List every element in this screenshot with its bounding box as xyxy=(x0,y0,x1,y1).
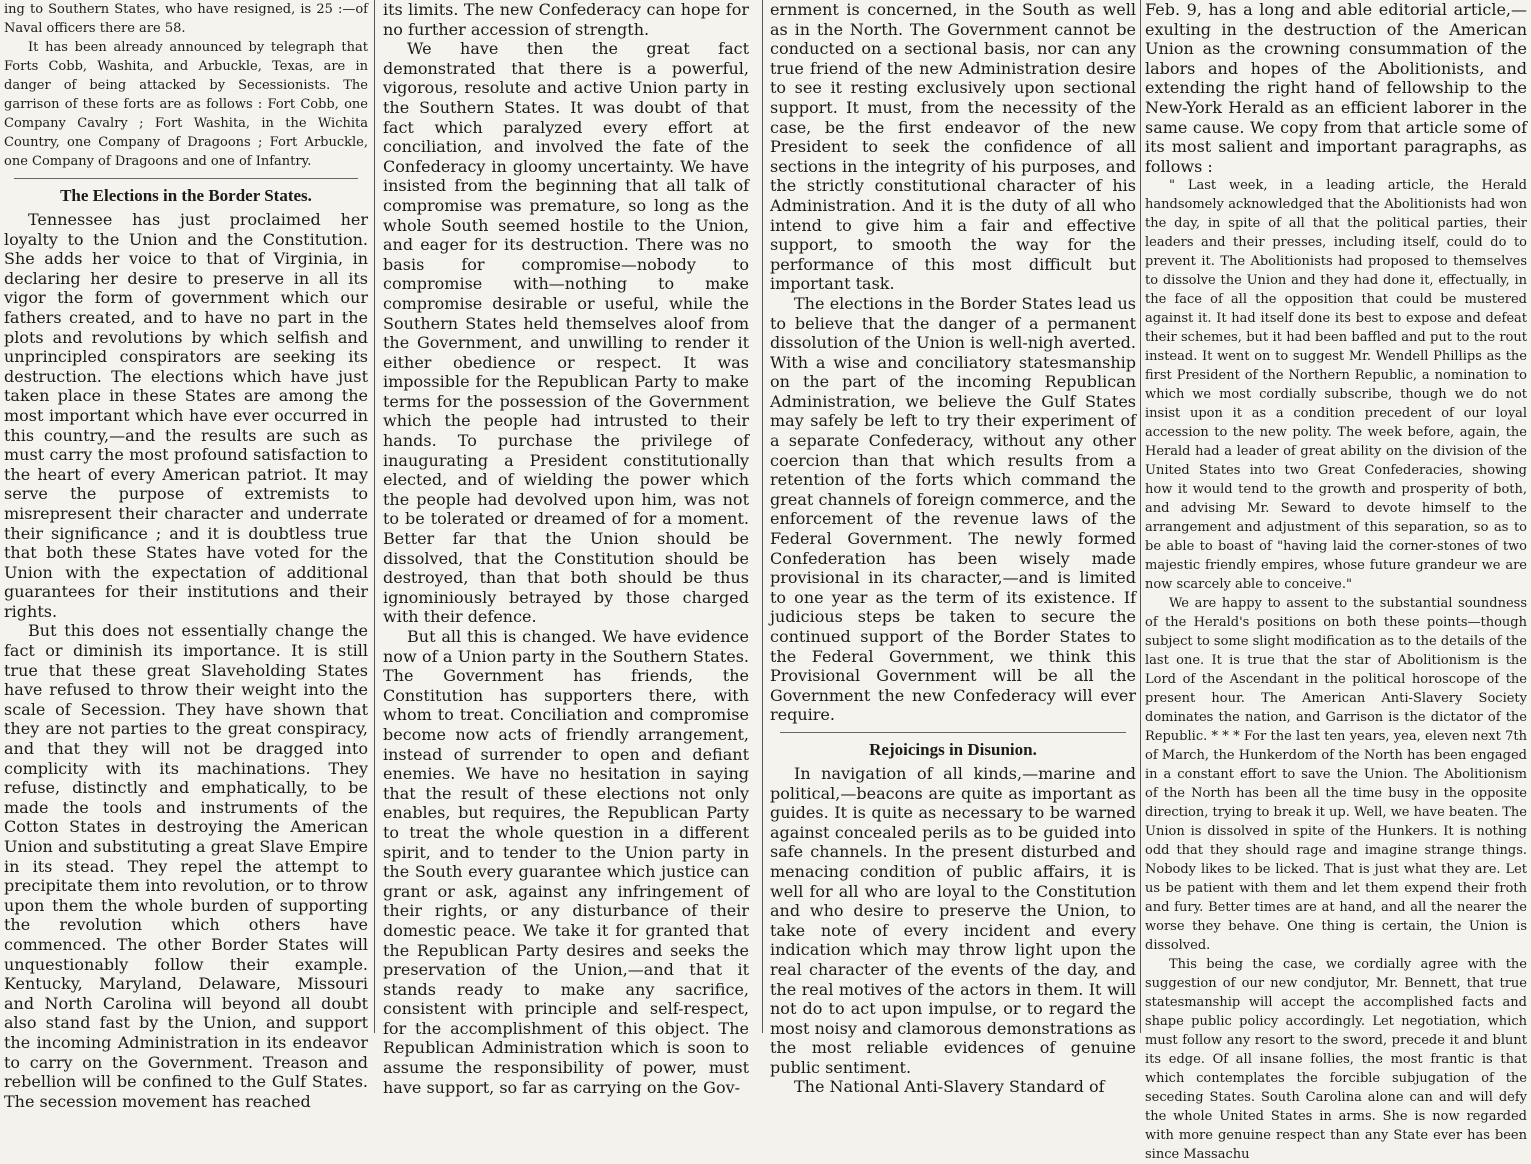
column-3 xyxy=(770,0,1136,1097)
small-paragraph: ing to Southern States, who have resigned, is 25 :—of Naval officers there are 58. xyxy=(4,2,368,36)
small-paragraph: We are happy to assent to the substantial soundness of the Herald's positions on both these points—though subject to some slight modification as to the details of the last one. It is true that the star of Abolitionism is the Lord of the Ascendant in the political horoscope of the present hour. The American Anti-Slavery Society dominates the nation, and Garrison is the dictator of the Republic. * * * For the last ten years, yea, eleven next 7th of March, the Hunkerdom of the North has been engaged in a constant effort to save the Union. The Abolitionism of the North has been all the time busy in the opposite direction, trying to break it up. Well, we have beaten. The Union is dissolved in spite of the Hunkers. It is nothing odd that they should rage and imagine strange things. Nobody likes to be licked. That is just what they are. Let us be patient with them and let them expend their froth and fury. Better times are at hand, and all the nearer the worse they behave. One thing is certain, the Union is dissolved. xyxy=(1145,596,1527,954)
paragraph: The National Anti-Slavery Standard of xyxy=(794,1077,1105,1097)
column-rule xyxy=(1140,0,1141,1033)
paragraph: But all this is changed. We have evidence now of a Union party in the Southern States. The Government has friends, the Constitution has supporters there, with whom to treat. Conciliation and compromise become now acts of friendly arrangement, instead of surrender to open and defiant enemies. We have no hesitation in saying that the result of these elections not only enables, but requires, the Republican Party to treat the whole question in a different spirit, and to tender to the Union party in the South every guarantee which justice can grant or ask, against any infringement of their rights, or any disturbance of their domestic peace. We take it for granted that the Republican Party desires and seeks the preservation of the Union,—and that it stands ready to make any sacrifice, consistent with principle and self-respect, for the accomplishment of this object. The Republican Administration which is soon to assume the responsibility of power, must have support, so far as carrying on the Gov- xyxy=(383,627,749,1097)
paragraph: ernment is concerned, in the South as well as in the North. The Government cannot be conducted on a sectional basis, nor can any true friend of the new Administration desire to see it resting exclusively upon sectional support. It must, from the necessity of the case, be the first endeavor of the new President to seek the confidence of all sections in the integrity of his purposes, and the strictly constitutional character of his Administration. And it is the duty of all who intend to give him a fair and effective support, to smooth the way for the performance of this most difficult but important task. xyxy=(770,0,1136,294)
small-paragraph: " Last week, in a leading article, the Herald handsomely acknowledged that the Abolitionists had won the day, in spite of all that the political parties, their leaders and their presses, including itself, could do to prevent it. The Abolitionists had proposed to themselves to dissolve the Union and they had done it, effectually, in the face of all the opposition that could be mustered against it. It had itself done its best to expose and defeat their schemes, but it had been baffled and put to the rout instead. It went on to suggest Mr. Wendell Phillips as the first President of the Northern Republic, a nomination to which we most cordially subscribe, though we do not insist upon it as a condition precedent of our loyal accession to the new polity. The week before, again, the Herald had a leader of great ability on the division of the United States into two Great Confederacies, showing how it would tend to the growth and prosperity of both, and advising Mr. Seward to devote himself to the arrangement and adjustment of this separation, so as to be able to boast of "having laid the corner-stones of two majestic friendly empires, whose future grandeur we are now scarcely able to conceive." xyxy=(1145,178,1527,593)
small-paragraph: It has been already announced by telegraph that Forts Cobb, Washita, and Arbuckle, Texas, are in danger of being attacked by Secessionists. The garrison of these forts are as follows : Fort Cobb, one Company Cavalry ; Fort Washita, in the Wichita Country, one Company of Dragoons ; Fort Arbuckle, one Company of Dragoons and one of Infantry. xyxy=(4,40,368,169)
paragraph: Feb. 9, has a long and able editorial article,—exulting in the destruction of the American Union as the crowning consummation of the labors and hopes of the Abolitionists, and extending the right hand of fellowship to the New-York Herald as an efficient laborer in the same cause. We copy from that article some of its most salient and important paragraphs, as follows : xyxy=(1145,0,1527,176)
paragraph: its limits. The new Confederacy can hope for no further accession of strength. xyxy=(383,0,749,39)
column-2 xyxy=(383,0,749,1097)
article-headline: Rejoicings in Disunion. xyxy=(869,739,1037,759)
paragraph: In navigation of all kinds,—marine and political,—beacons are quite as important as guides. It is quite as necessary to be warned against concealed perils as to be guided into safe channels. In the present disturbed and menacing condition of public affairs, it is well for all who are loyal to the Constitution and who desire to preserve the Union, to take note of every incident and every indication which may throw light upon the real character of the events of the day, and the real motives of the actors in them. It will not do to act upon impulse, or to regard the most noisy and clamorous demonstrations as the most reliable evidences of genuine public sentiment. xyxy=(770,763,1136,1077)
column-rule xyxy=(762,0,763,1033)
article-headline: The Elections in the Border States. xyxy=(60,186,312,205)
paragraph: We have then the great fact demonstrated that there is a powerful, vigorous, resolute and active Union party in the Southern States. It was doubt of that fact which paralyzed every effort at conciliation, and involved the fate of the Confederacy in gloomy uncertainty. We have insisted from the beginning that all talk of compromise was premature, so long as the whole South seemed hostile to the Union, and eager for its destruction. There was no basis for compromise—nobody to compromise with—nothing to make compromise desirable or useful, while the Southern States held themselves aloof from the Government, and unwilling to render it either obedience or respect. It was impossible for the Republican Party to make terms for the possession of the Government which the people had intrusted to their hands. To purchase the privilege of inaugurating a President constitutionally elected, and of wielding the power which the people had devolved upon him, was not to be tolerated or dreamed of for a moment. Better far that the Union should be dissolved, that the Constitution should be destroyed, than that both should be thus ignominiously betrayed by those charged with their defence. xyxy=(383,39,749,627)
paragraph: Tennessee has just proclaimed her loyalty to the Union and the Constitution. She adds her voice to that of Virginia, in declaring her desire to preserve in all its vigor the form of government which our fathers created, and to have no part in the plots and revolutions by which selfish and unprincipled conspirators are seeking its destruction. The elections which have just taken place in these States are among the most important which have ever occurred in this country,—and the results are such as must carry the most profound satisfaction to the heart of every American patriot. It may serve the purpose of extremists to misrepresent their character and underrate their significance ; and it is doubtless true that both these States have voted for the Union with the expectation of additional guarantees for their institutions and their rights. xyxy=(4,210,368,621)
section-divider xyxy=(14,178,358,179)
column-1 xyxy=(4,0,368,1111)
paragraph: The elections in the Border States lead us to believe that the danger of a permanent dissolution of the Union is well-nigh averted. With a wise and conciliatory statesmanship on the part of the incoming Republican Administration, we believe the Gulf States may safely be left to try their experiment of a separate Confederacy, without any other coercion than that which results from a retention of the forts which command the great channels of foreign commerce, and the enforcement of the revenue laws of the Federal Government. The newly formed Confederation has been wisely made provisional in its character,—and is limited to one year as the term of its existence. If judicious steps be taken to secure the continued support of the Border States to the Federal Government, we think this Provisional Government will be all the Government the new Confederacy will ever require. xyxy=(770,293,1136,725)
paragraph: But this does not essentially change the fact or diminish its importance. It is still true that these great Slaveholding States have refused to throw their weight into the scale of Secession. They have shown that they are not parties to the great conspiracy, and that they will not be dragged into complicity with its machinations. They refuse, distinctly and emphatically, to be made the tools and instruments of the Cotton States in destroying the American Union and substituting a great Slave Empire in its stead. They repel the attempt to precipitate them into revolution, or to throw upon them the whole burden of supporting the revolution which others have commenced. The other Border States will unquestionably follow their example. Kentucky, Maryland, Delaware, Missouri and North Carolina will beyond all doubt also stand fast by the Union, and support the incoming Administration in its endeavor to carry on the Government. Treason and rebellion will be confined to the Gulf States. The secession movement has reached xyxy=(4,621,368,1111)
section-divider xyxy=(780,732,1126,733)
column-rule xyxy=(374,0,375,1033)
column-4 xyxy=(1145,0,1527,1163)
small-paragraph: This being the case, we cordially agree with the suggestion of our new condjutor, Mr. Bennett, that true statesmanship will accept the accomplished facts and shape public policy accordingly. Let negotiation, which must follow any resort to the sword, precede it and blunt its edge. Of all insane follies, the most frantic is that which contemplates the forcible subjugation of the seceding States. South Carolina alone can and will defy the whole United States in arms. She is now regarded with more genuine respect than any State ever has been since Massachu xyxy=(1145,957,1527,1163)
